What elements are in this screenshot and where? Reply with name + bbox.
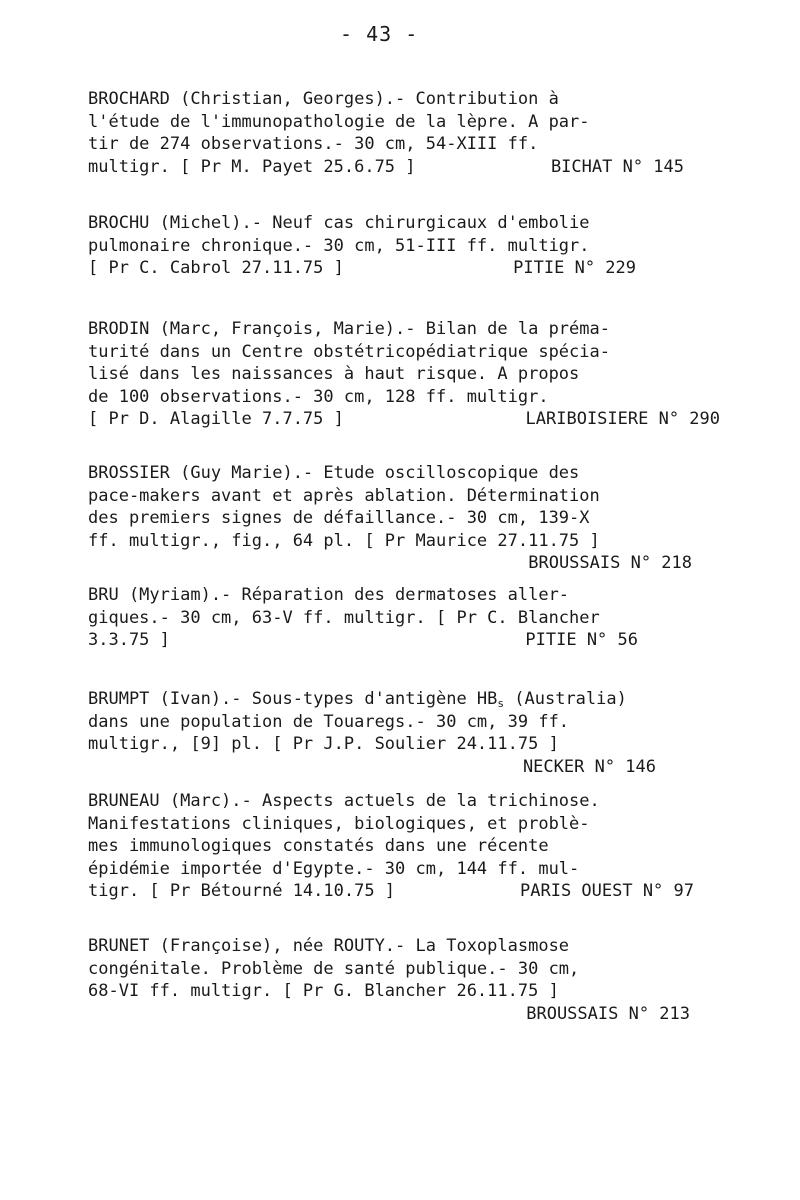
page-number: - 43 - xyxy=(340,22,419,46)
entry-last-line xyxy=(88,156,684,179)
entry-text-line: épidémie importée d'Egypte.- 30 cm, 144 ff. mul- xyxy=(88,858,580,879)
entry-text-line: BRU (Myriam).- Réparation des dermatoses aller- xyxy=(88,585,570,605)
entry-location: LARIBOISIERE N° 290 xyxy=(525,409,720,429)
entry-location: PITIE N° 229 xyxy=(513,258,636,278)
entry-text-line: tir de 274 observations.- 30 cm, 54-XIII ff. xyxy=(88,134,539,154)
bibliography-entry xyxy=(88,318,720,431)
bibliography-entry xyxy=(88,688,656,778)
entry-text-fragment: (Australia) xyxy=(504,689,627,709)
bibliography-entry xyxy=(88,462,692,575)
entry-last-line xyxy=(88,408,720,431)
bibliography-entry xyxy=(88,584,638,652)
entry-last-line xyxy=(88,880,694,903)
entry-text-line: BRUNEAU (Marc).- Aspects actuels de la trichinose. xyxy=(88,791,600,811)
entry-location: PITIE N° 56 xyxy=(525,630,638,650)
entry-text-line: BROSSIER (Guy Marie).- Etude oscilloscopique des xyxy=(88,463,580,483)
entry-text-line: BROCHU (Michel).- Neuf cas chirurgicaux d'embolie xyxy=(88,213,590,233)
entry-text-line: lisé dans les naissances à haut risque. A propos xyxy=(88,364,580,384)
entry-location: BROUSSAIS N° 213 xyxy=(526,1003,690,1024)
bibliography-entry xyxy=(88,88,684,178)
bibliography-entry xyxy=(88,212,636,280)
entry-location: NECKER N° 146 xyxy=(522,756,656,777)
entry-text-line: multigr. [ Pr M. Payet 25.6.75 ] xyxy=(88,156,416,177)
entry-location: BROUSSAIS N° 218 xyxy=(528,553,692,573)
entry-text-line: [ Pr D. Alagille 7.7.75 ] xyxy=(88,409,344,429)
entry-last-line xyxy=(88,629,638,652)
entry-text-line: mes immunologiques constatés dans une récente xyxy=(88,836,549,856)
entry-text-line xyxy=(88,688,656,711)
entry-text-line: l'étude de l'immunopathologie de la lèpre. A par- xyxy=(88,111,590,132)
entry-text-line: pace-makers avant et après ablation. Détermination xyxy=(88,485,600,506)
entry-text-line: pulmonaire chronique.- 30 cm, 51-III ff. multigr. xyxy=(88,235,590,256)
subscript-text: s xyxy=(497,697,505,710)
entry-text-line: de 100 observations.- 30 cm, 128 ff. multigr. xyxy=(88,386,549,407)
entry-text-line: Manifestations cliniques, biologiques, et problè- xyxy=(88,813,590,834)
entry-text-line: 68-VI ff. multigr. [ Pr G. Blancher 26.11.75 ] xyxy=(88,981,559,1001)
entry-location: PARIS OUEST N° 97 xyxy=(520,881,694,901)
bibliography-entry xyxy=(88,935,690,1025)
entry-text-line: tigr. [ Pr Bétourné 14.10.75 ] xyxy=(88,881,396,901)
entry-text-line: BRODIN (Marc, François, Marie).- Bilan de la préma- xyxy=(88,319,610,339)
entry-text-line: BRUNET (Françoise), née ROUTY.- La Toxoplasmose xyxy=(88,936,570,956)
entry-text-line: dans une population de Touaregs.- 30 cm, 39 ff. xyxy=(88,711,570,732)
bibliography-entry xyxy=(88,790,694,903)
entry-text-line: multigr., [9] pl. [ Pr J.P. Soulier 24.11.75 ] xyxy=(88,734,559,754)
entry-text-line: des premiers signes de défaillance.- 30 cm, 139-X xyxy=(88,508,590,528)
entry-text-line: ff. multigr., fig., 64 pl. [ Pr Maurice 27.11.75 ] xyxy=(88,530,600,551)
entry-text-line: 3.3.75 ] xyxy=(88,630,170,650)
entry-text-fragment: BRUMPT (Ivan).- Sous-types d'antigène HB xyxy=(88,689,498,709)
entry-last-line xyxy=(88,257,636,280)
entry-text-line: giques.- 30 cm, 63-V ff. multigr. [ Pr C. Blancher xyxy=(88,607,600,628)
entry-text-line: BROCHARD (Christian, Georges).- Contribution à xyxy=(88,89,559,109)
entry-text-line: [ Pr C. Cabrol 27.11.75 ] xyxy=(88,258,344,278)
entry-location: BICHAT N° 145 xyxy=(550,156,684,177)
entry-text-line: turité dans un Centre obstétricopédiatrique spécia- xyxy=(88,341,610,362)
entry-text-line: congénitale. Problème de santé publique.- 30 cm, xyxy=(88,958,580,979)
